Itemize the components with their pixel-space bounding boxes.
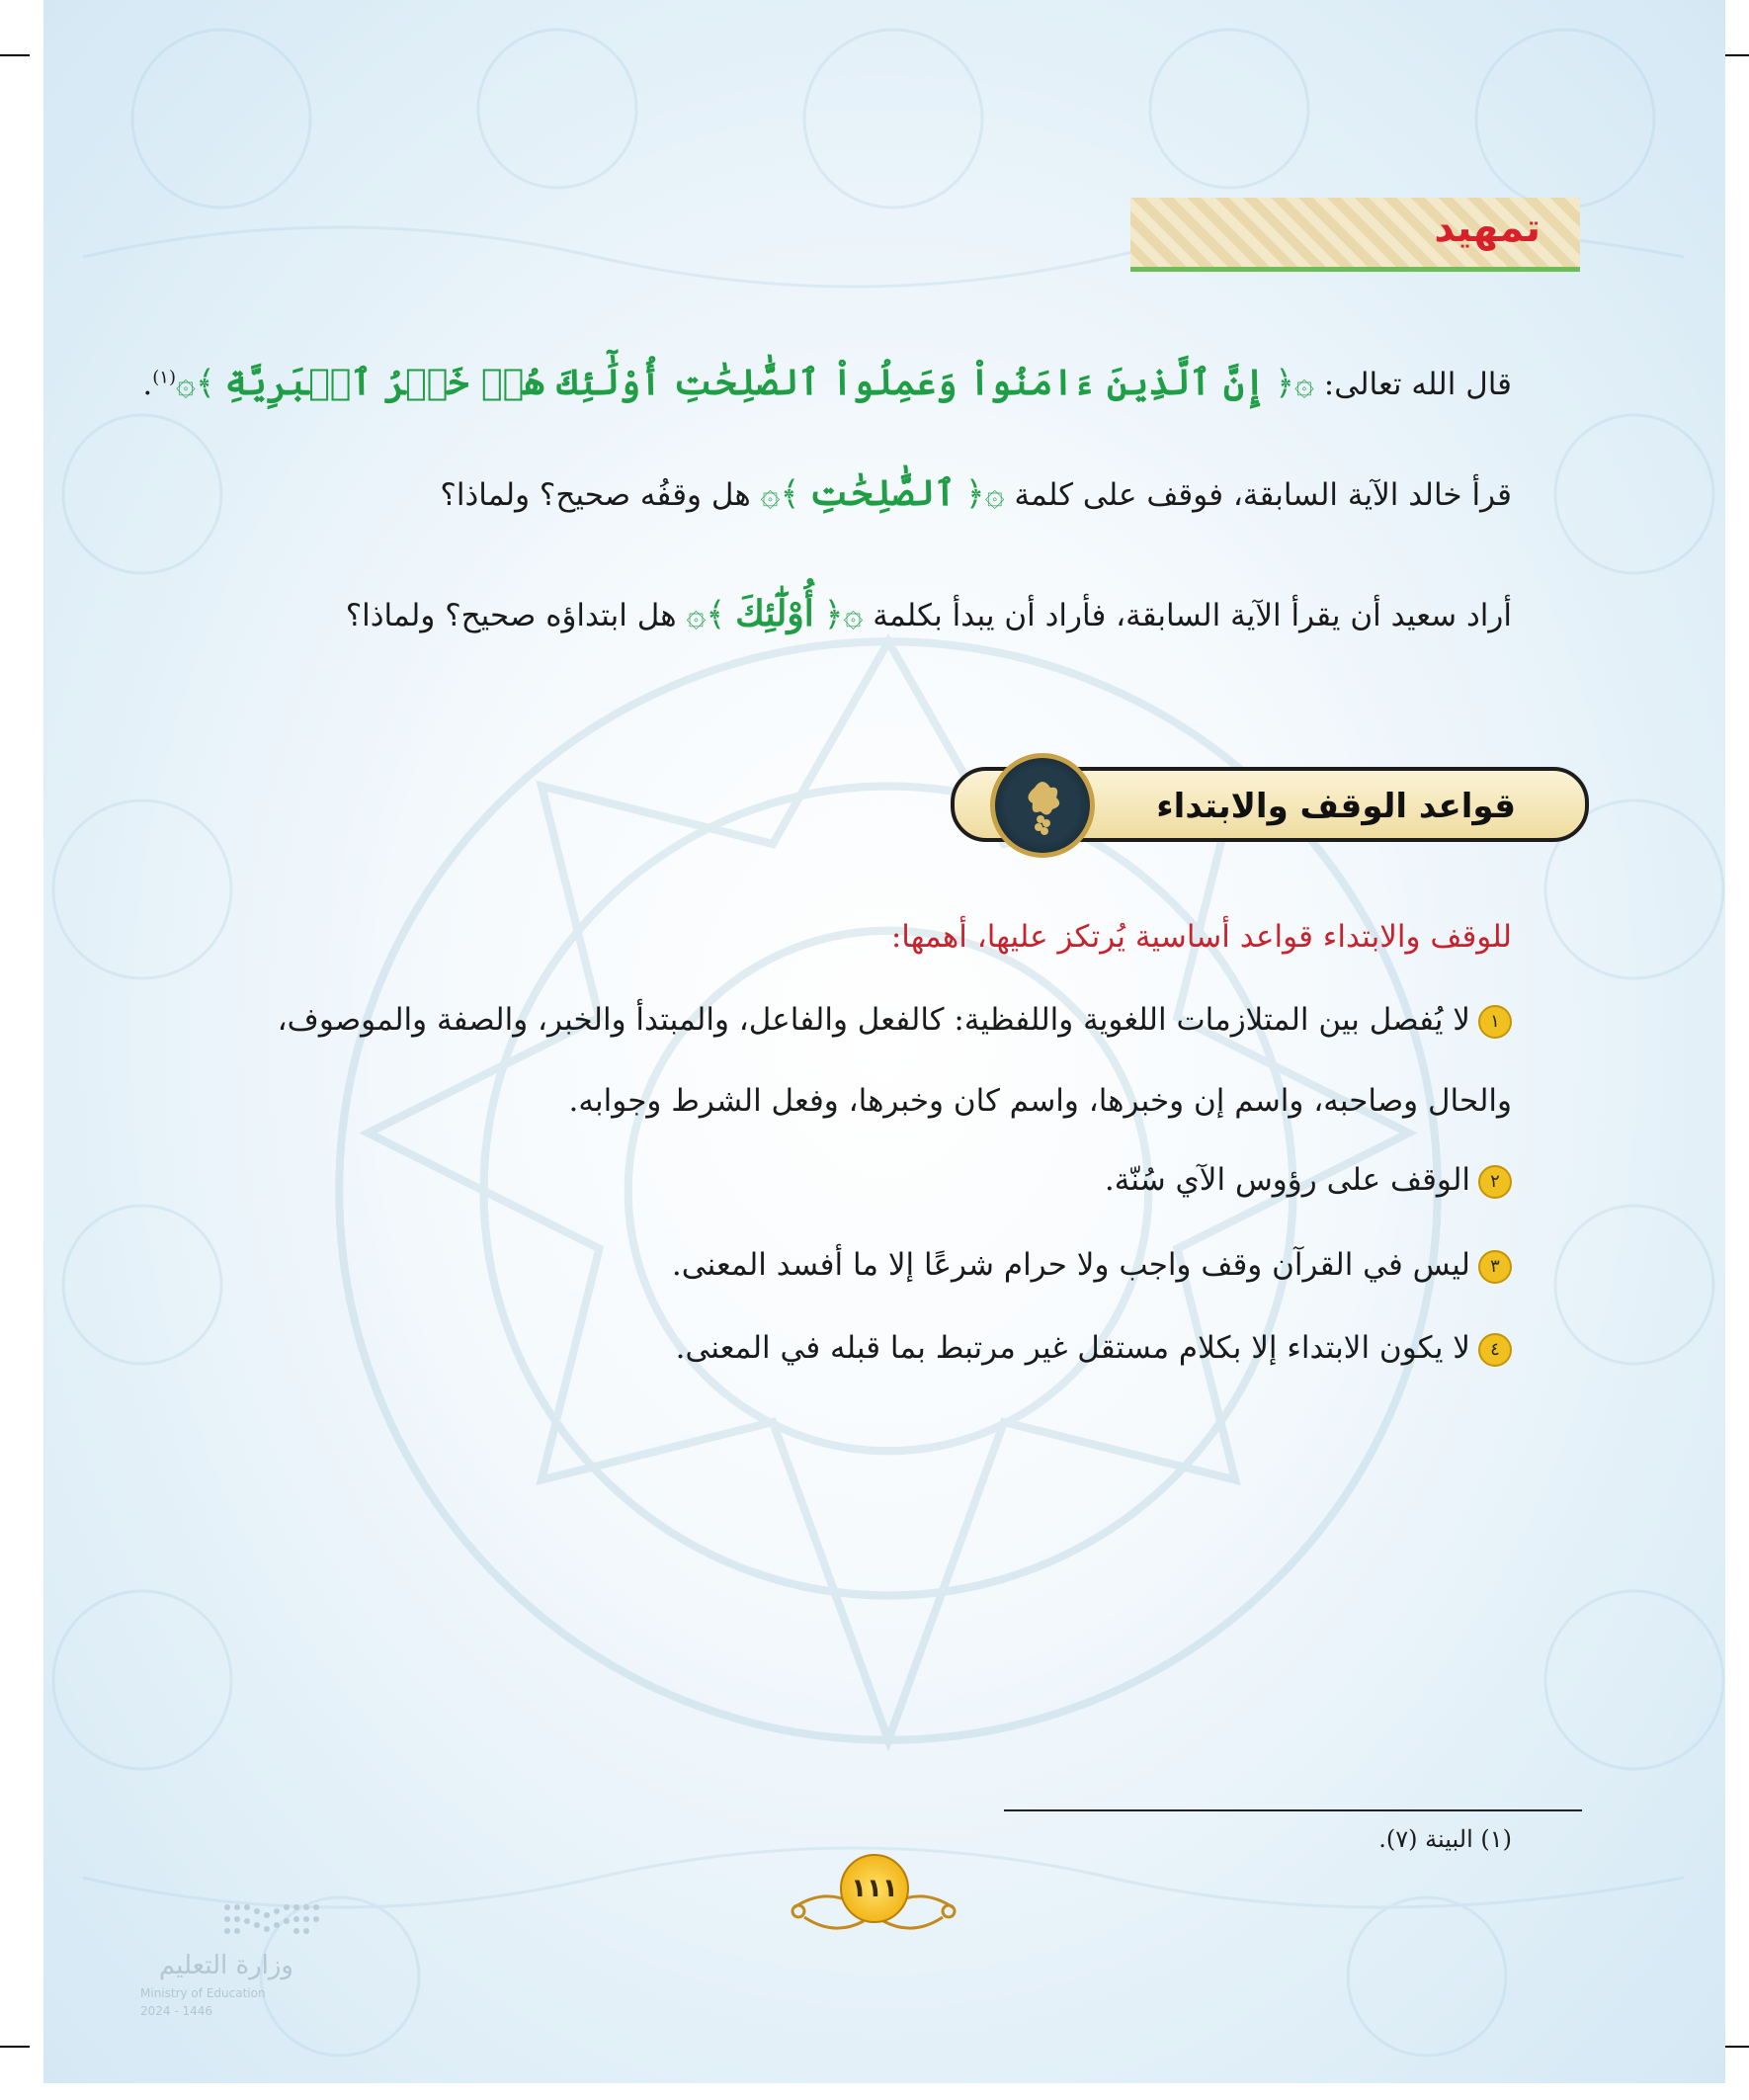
footnote: (١) البينة (٧). (1378, 1825, 1512, 1853)
rule-3 (672, 1247, 1512, 1284)
section-title: قواعد الوقف والابتداء (1156, 787, 1516, 826)
rule-number-badge: ٣ (1478, 1250, 1512, 1284)
star-ornament: ۞ (176, 364, 196, 403)
rule-4 (676, 1330, 1512, 1367)
rule-number-badge: ٤ (1478, 1333, 1512, 1367)
page-number: ١١١ (840, 1854, 909, 1923)
verse-line (142, 362, 1512, 403)
ministry-year: 2024 - 1446 (140, 2004, 213, 2018)
rule-text: الوقف على رؤوس الآي سُنّة. (1104, 1162, 1470, 1198)
question-text: هل وقفُه صحيح؟ ولماذا؟ (440, 477, 761, 513)
rule-text: والحال وصاحبه، واسم إن وخبرها، واسم كان وخبرها، وفعل الشرط وجوابه. (568, 1083, 1512, 1119)
question-text: أراد سعيد أن يقرأ الآية السابقة، فأراد أن يبدأ بكلمة (863, 598, 1512, 633)
question-text: هل ابتداؤه صحيح؟ ولماذا؟ (345, 598, 687, 633)
star-ornament: ۞ (1294, 364, 1314, 403)
verse-prefix: قال الله تعالى: (1313, 367, 1512, 402)
rules-intro: للوقف والابتداء قواعد أساسية يُرتكز عليها، أهمها: (890, 919, 1512, 955)
rule-number-badge: ٢ (1478, 1165, 1512, 1199)
star-ornament: ۞ (843, 595, 864, 634)
rule-1-continued (568, 1083, 1512, 1119)
rule-text: ليس في القرآن وقف واجب ولا حرام شرعًا إلا ما أفسد المعنى. (671, 1247, 1470, 1283)
rule-2 (1105, 1162, 1512, 1199)
verse-suffix: . (142, 367, 153, 402)
bracket-close: ﴾ (706, 595, 726, 634)
bracket-open: ﴿ (823, 595, 844, 634)
bracket-close: ﴾ (195, 364, 215, 403)
question-text: قرأ خالد الآية السابقة، فوقف على كلمة (1004, 477, 1512, 513)
crop-mark (0, 54, 30, 56)
footnote-ref: (١) (152, 367, 176, 388)
question-2 (346, 593, 1512, 634)
bracket-close: ﴾ (780, 474, 800, 514)
footnote-divider (1004, 1809, 1582, 1811)
page (43, 0, 1725, 2083)
page-title: تمهيد (1434, 206, 1541, 251)
ministry-name-en: Ministry of Education (140, 1986, 266, 2000)
bracket-open: ﴿ (1275, 364, 1295, 403)
crop-mark (0, 2046, 30, 2048)
star-ornament: ۞ (686, 595, 707, 634)
rule-text: لا يُفصل بين المتلازمات اللغوية واللفظية: كالفعل والفاعل، والمبتدأ والخبر، والصفة والموصوف، (277, 1002, 1470, 1038)
ministry-dots-icon (217, 1897, 326, 1947)
ministry-logo (140, 1897, 318, 2036)
rule-1 (278, 1002, 1512, 1039)
quran-word: ٱلصَّٰلِحَٰتِ (809, 472, 956, 514)
quran-verse: إِنَّ ٱلَّذِينَ ءَامَنُواْ وَعَمِلُواْ ٱلصَّٰلِحَٰتِ أُوْلَٰٓئِكَ هُمۡ خَيۡرُ ٱلۡبَرِيَّةِ (224, 362, 1266, 403)
grape-leaf-icon (995, 758, 1090, 853)
bracket-open: ﴿ (964, 474, 985, 514)
ministry-name-ar: وزارة التعليم (158, 1951, 293, 1980)
quran-word: أُوْلَٰٓئِكَ (735, 593, 814, 634)
section-header-box (1130, 198, 1580, 272)
leaf-medallion-icon (990, 753, 1095, 858)
rule-number-badge: ١ (1478, 1005, 1512, 1039)
star-ornament: ۞ (760, 474, 781, 514)
rule-text: لا يكون الابتداء إلا بكلام مستقل غير مرتبط بما قبله في المعنى. (675, 1330, 1470, 1366)
question-1 (440, 472, 1512, 514)
star-ornament: ۞ (984, 474, 1005, 514)
section-banner (951, 753, 1581, 848)
